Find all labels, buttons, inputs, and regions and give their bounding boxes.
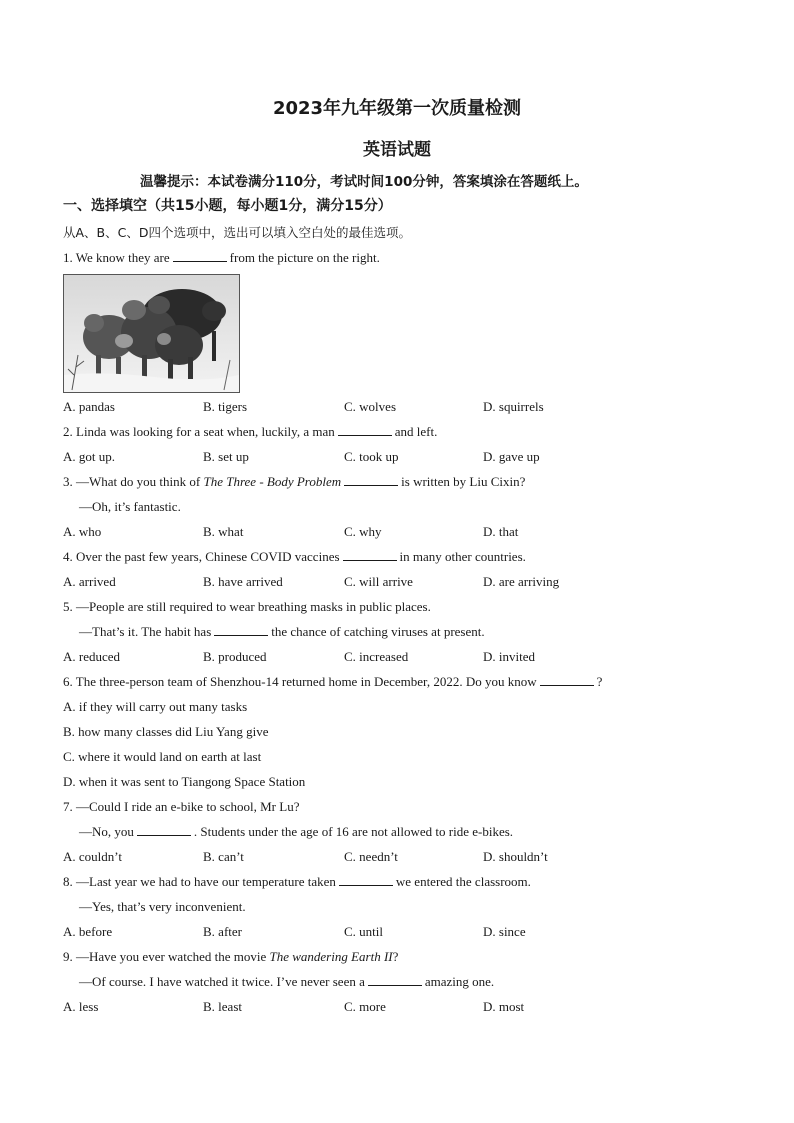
q5-option-a[interactable]: A. reduced (63, 649, 121, 664)
q9-option-a[interactable]: A. less (63, 999, 99, 1014)
q9-option-c[interactable]: C. more (344, 999, 386, 1014)
q1-option-b[interactable]: B. tigers (203, 399, 248, 414)
question-6 (63, 673, 602, 691)
q8-option-c[interactable]: C. until (344, 924, 384, 939)
question-5: 5. —People are still required to wear breathing masks in public places. (63, 599, 431, 614)
q1-blank (173, 250, 227, 262)
q1-text-post: from the picture on the right. (229, 250, 380, 265)
q3-options (63, 523, 683, 541)
exam-subtitle: 英语试题 (363, 140, 431, 160)
section-heading: 一、选择填空（共15小题，每小题1分，满分15分） (63, 198, 392, 214)
question-1 (63, 249, 380, 267)
q7-text-post: . Students under the age of 16 are not allowed to ride e-bikes. (193, 824, 514, 839)
q2-option-d[interactable]: D. gave up (483, 449, 540, 464)
question-7: 7. —Could I ride an e-bike to school, Mr Lu? (63, 799, 300, 814)
q3-blank (344, 474, 398, 486)
exam-tip: 温馨提示：本试卷满分110分，考试时间100分钟，答案填涂在答题纸上。 (140, 174, 588, 190)
q4-option-b[interactable]: B. have arrived (203, 574, 283, 589)
q3-book-title: The Three - Body Problem (203, 474, 342, 489)
q4-option-a[interactable]: A. arrived (63, 574, 116, 589)
q6-text-post: ? (596, 674, 603, 689)
q5-reply (79, 623, 485, 641)
wolves-illustration (64, 275, 239, 392)
q8-option-d[interactable]: D. since (483, 924, 526, 939)
q3-option-c[interactable]: C. why (344, 524, 382, 539)
q6-option-c[interactable]: C. where it would land on earth at last (63, 749, 262, 764)
question-2 (63, 423, 437, 441)
q5-blank (214, 624, 268, 636)
q6-option-d[interactable]: D. when it was sent to Tiangong Space Station (63, 774, 306, 789)
question-3 (63, 473, 525, 491)
q9-option-d[interactable]: D. most (483, 999, 525, 1014)
question-9 (63, 948, 398, 966)
q1-option-d[interactable]: D. squirrels (483, 399, 544, 414)
q2-option-b[interactable]: B. set up (203, 449, 249, 464)
q3-text-post: is written by Liu Cixin? (401, 474, 526, 489)
q5-text-pre: —That’s it. The habit has (79, 624, 212, 639)
q9-text-post2: amazing one. (424, 974, 495, 989)
q8-option-b[interactable]: B. after (203, 924, 242, 939)
q8-text-post: we entered the classroom. (395, 874, 531, 889)
q5-option-c[interactable]: C. increased (344, 649, 409, 664)
q8-text-pre: 8. —Last year we had to have our temperature taken (63, 874, 336, 889)
q6-blank (540, 674, 594, 686)
q7-option-b[interactable]: B. can’t (203, 849, 244, 864)
q1-options (63, 398, 683, 416)
q7-option-c[interactable]: C. needn’t (344, 849, 398, 864)
q2-options (63, 448, 683, 466)
q8-reply: —Yes, that’s very inconvenient. (79, 899, 246, 914)
q7-options (63, 848, 683, 866)
section-instruction: 从A、B、C、D四个选项中，选出可以填入空白处的最佳选项。 (63, 225, 411, 240)
q6-option-a[interactable]: A. if they will carry out many tasks (63, 699, 248, 714)
q4-options (63, 573, 683, 591)
q4-text-post: in many other countries. (399, 549, 526, 564)
q1-text-pre: 1. We know they are (63, 250, 170, 265)
exam-title: 2023年九年级第一次质量检测 (272, 98, 522, 119)
q5-text-post: the chance of catching viruses at present. (271, 624, 485, 639)
q3-text-pre: 3. —What do you think of (63, 474, 201, 489)
q2-option-a[interactable]: A. got up. (63, 449, 115, 464)
q7-reply (79, 823, 513, 841)
q9-text-pre2: —Of course. I have watched it twice. I’ve never seen a (79, 974, 365, 989)
q9-option-b[interactable]: B. least (203, 999, 242, 1014)
q7-option-a[interactable]: A. couldn’t (63, 849, 122, 864)
q9-blank (368, 974, 422, 986)
q1-option-a[interactable]: A. pandas (63, 399, 115, 414)
q4-option-c[interactable]: C. will arrive (344, 574, 413, 589)
q6-text-pre: 6. The three-person team of Shenzhou-14 returned home in December, 2022. Do you know (63, 674, 537, 689)
q7-blank (137, 824, 191, 836)
q4-blank (343, 549, 397, 561)
q8-blank (339, 874, 393, 886)
q5-option-b[interactable]: B. produced (203, 649, 267, 664)
q9-reply (79, 973, 494, 991)
q1-option-c[interactable]: C. wolves (344, 399, 396, 414)
q5-options (63, 648, 683, 666)
q2-blank (338, 424, 392, 436)
q6-option-b[interactable]: B. how many classes did Liu Yang give (63, 724, 269, 739)
q3-reply: —Oh, it’s fantastic. (79, 499, 181, 514)
q3-option-a[interactable]: A. who (63, 524, 102, 539)
question-4 (63, 548, 526, 566)
q3-option-b[interactable]: B. what (203, 524, 244, 539)
q8-options (63, 923, 683, 941)
q8-option-a[interactable]: A. before (63, 924, 113, 939)
q5-option-d[interactable]: D. invited (483, 649, 535, 664)
q4-text-pre: 4. Over the past few years, Chinese COVID vaccines (63, 549, 340, 564)
q9-options (63, 998, 683, 1016)
q7-text-pre: —No, you (79, 824, 134, 839)
q2-text-pre: 2. Linda was looking for a seat when, luckily, a man (63, 424, 335, 439)
q9-text-pre: 9. —Have you ever watched the movie (63, 949, 267, 964)
q9-movie-title: The wandering Earth II (269, 949, 393, 964)
q2-text-post: and left. (394, 424, 438, 439)
wolves-picture (63, 274, 240, 393)
q2-option-c[interactable]: C. took up (344, 449, 399, 464)
question-8 (63, 873, 531, 891)
q3-option-d[interactable]: D. that (483, 524, 519, 539)
q4-option-d[interactable]: D. are arriving (483, 574, 560, 589)
q7-option-d[interactable]: D. shouldn’t (483, 849, 548, 864)
q9-text-post: ? (392, 949, 399, 964)
